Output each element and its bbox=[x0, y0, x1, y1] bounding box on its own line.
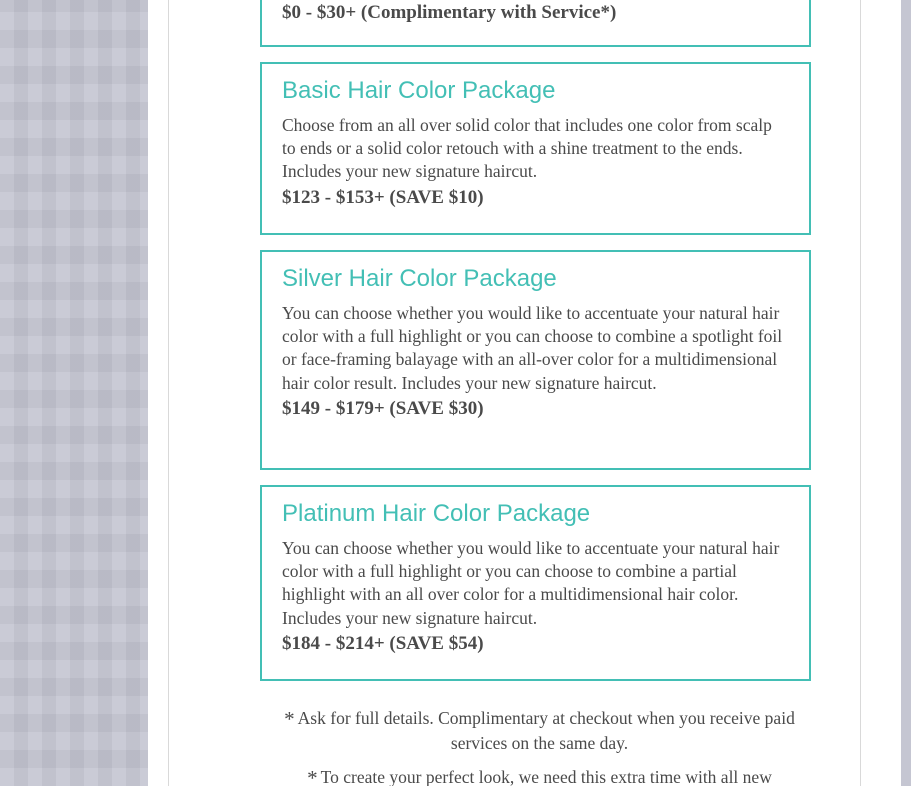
package-price: $149 - $179+ (SAVE $30) bbox=[282, 397, 484, 419]
content-frame bbox=[168, 0, 861, 786]
package-price: $123 - $153+ (SAVE $10) bbox=[282, 186, 484, 208]
package-description: You can choose whether you would like to accentuate your natural hair color with a full highlight or you can choose to combine a spotlight foil or face-framing balayage with an all-over color for a multidimensional hair color result. Includes your new signature haircut. bbox=[282, 303, 783, 393]
package-description: You can choose whether you would like to accentuate your natural hair color with a full highlight or you can choose to combine a partial highlight with an all over color for a multidimensional hair color. Includes your new signature haircut. bbox=[282, 538, 780, 628]
footnote-details bbox=[260, 706, 819, 755]
footnote-extra-time bbox=[260, 765, 819, 786]
package-card-complimentary bbox=[260, 0, 811, 47]
package-price: $184 - $214+ (SAVE $54) bbox=[282, 632, 484, 654]
package-card-silver bbox=[260, 250, 811, 470]
package-card-platinum bbox=[260, 485, 811, 681]
package-price: $0 - $30+ (Complimentary with Service*) bbox=[282, 2, 617, 23]
package-title: Platinum Hair Color Package bbox=[282, 500, 591, 527]
package-title: Silver Hair Color Package bbox=[282, 265, 557, 292]
package-card-basic bbox=[260, 62, 811, 235]
package-description: Choose from an all over solid color that includes one color from scalp to ends or a solid color retouch with a shine treatment to the ends. Includes your new signature haircut. bbox=[282, 115, 772, 182]
background-pattern-left bbox=[0, 0, 148, 786]
asterisk-icon: * bbox=[284, 707, 295, 731]
background-strip-right bbox=[901, 0, 911, 786]
asterisk-icon: * bbox=[307, 766, 318, 786]
page-container bbox=[148, 0, 901, 786]
footnote-text: Ask for full details. Complimentary at checkout when you receive paid services on the same day. bbox=[297, 708, 795, 753]
package-title: Basic Hair Color Package bbox=[282, 77, 556, 104]
footnote-text: To create your perfect look, we need this extra time with all new bbox=[320, 767, 772, 786]
